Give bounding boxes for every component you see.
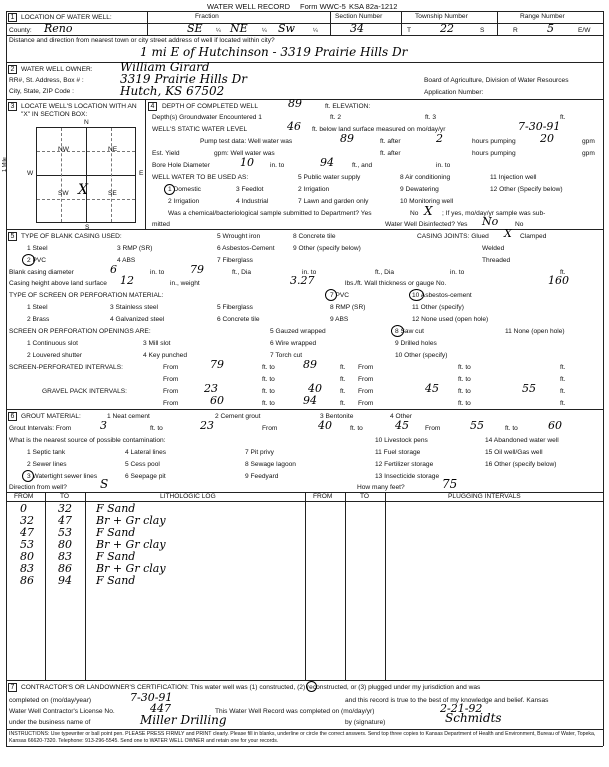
joints-mark: X [504, 227, 512, 240]
log-row-to: 32 [58, 502, 72, 515]
direction-value: S [100, 477, 109, 491]
form-number: Form WWC-5 [300, 2, 346, 11]
use-5: 5 Public water supply [298, 174, 361, 181]
screen-11: 11 Other (specify) [412, 304, 464, 311]
locate-label: LOCATE WELL'S LOCATION WITH AN "X" IN SECTION BOX: [21, 103, 137, 118]
log-row-description: Br + Gr clay [96, 538, 166, 551]
threaded-label: Threaded [482, 257, 511, 264]
certification-text: CONTRACTOR'S OR LANDOWNER'S CERTIFICATION: This water well was (1) constructed, (2) reconstructed, or (3) plugged under my jurisdiction and was [21, 684, 481, 691]
section-4-number: 4 [148, 102, 157, 111]
quadrant-se: SE [108, 190, 117, 197]
section-1-number: 1 [8, 13, 17, 22]
section-number-label: Section Number [335, 13, 383, 20]
static-mid: ft. below land surface measured on mo/day/yr [312, 126, 446, 133]
pump-test-label: Pump test data: Well water was [200, 138, 293, 145]
casing-1: 1 Steel [27, 245, 48, 252]
opening-10: 10 Other (specify) [395, 352, 448, 359]
opening-6: 6 Wire wrapped [270, 340, 317, 347]
compass-s: S [85, 224, 90, 231]
gravel-label: GRAVEL PACK INTERVALS: [42, 388, 128, 395]
sample-mitted: mitted [152, 221, 170, 228]
contam-3-circle [22, 470, 34, 482]
perf-from-1-value: 79 [210, 358, 224, 371]
weight-value: 3.27 [290, 274, 315, 287]
gravel-from-2-value: 45 [425, 382, 439, 395]
use-irrigation-row: 2 Irrigation [168, 198, 200, 205]
opening-9: 9 Drilled holes [395, 340, 437, 347]
grout-to-1: 23 [200, 419, 214, 432]
grout-to-3: 60 [548, 419, 562, 432]
grout-4: 4 Other [390, 413, 412, 420]
gravel-from-1: From [163, 388, 179, 395]
casing-7: 7 Fiberglass [217, 257, 253, 264]
log-row-from: 83 [20, 562, 34, 575]
screen-label: TYPE OF SCREEN OR PERFORATION MATERIAL: [9, 292, 164, 299]
gravel-ft-4: ft. [560, 400, 566, 407]
feet-label: How many feet? [357, 484, 405, 491]
quarter-mark-2: ¼ [262, 28, 267, 34]
log-row-from: 0 [20, 502, 27, 515]
license-rest: This Water Well Record was completed on (mo/day/yr) [215, 708, 375, 715]
log-row-description: F Sand [96, 526, 136, 539]
opening-5: 5 Gauzed wrapped [270, 328, 326, 335]
screen-7: 7 PVC [330, 292, 350, 299]
diameter-to: in. to [150, 269, 165, 276]
contam-14: 14 Abandoned water well [485, 437, 559, 444]
address-value: 3319 Prairie Hills Dr [120, 72, 247, 86]
static-value: 46 [287, 120, 301, 133]
grout-1: 1 Neat cement [107, 413, 150, 420]
hours-pumping-1: hours pumping [472, 138, 516, 145]
gravel-ft-1: ft. [340, 388, 346, 395]
log-row-from: 80 [20, 550, 34, 563]
grout-from-3-label: From [425, 425, 441, 432]
use-7: 7 Lawn and garden only [298, 198, 369, 205]
use-10: 10 Monitoring well [400, 198, 454, 205]
openings-label: SCREEN OR PERFORATION OPENINGS ARE: [9, 328, 151, 335]
contam-11: 11 Fuel storage [375, 449, 421, 456]
license-label: Water Well Contractor's License No. [9, 708, 115, 715]
perf-to-1-value: 89 [303, 358, 317, 371]
contam-2: 2 Sewer lines [27, 461, 67, 468]
casing-label: TYPE OF BLANK CASING USED: [21, 233, 122, 240]
height-value: 12 [120, 274, 134, 287]
quadrant-ne: NE [108, 146, 118, 153]
range-ew: E/W [578, 27, 591, 34]
owner-value: William Girard [120, 60, 210, 74]
range-number: 5 [547, 22, 554, 35]
use-3: 3 Feedlot [236, 186, 264, 193]
perf-label: SCREEN-PERFORATED INTERVALS: [9, 364, 123, 371]
casing-5: 5 Wrought iron [217, 233, 261, 240]
perf-to-2: ft. to [458, 364, 471, 371]
contam-16: 16 Other (specify below) [485, 461, 557, 468]
log-header-lithologic: LITHOLOGIC LOG [160, 493, 216, 500]
hours-pumping-2: hours pumping [472, 150, 516, 157]
contam-8: 8 Sewage lagoon [245, 461, 296, 468]
owner-label: WATER WELL OWNER: [21, 66, 93, 73]
county-value: Reno [44, 22, 73, 35]
location-mark: X [78, 182, 88, 198]
perf-to-1: ft. to [262, 364, 275, 371]
perf-to-4: ft. to [458, 376, 471, 383]
gravel-from-1-value: 23 [204, 382, 218, 395]
casing-4: 4 ABS [117, 257, 136, 264]
mile-label: 1 Mile [2, 157, 8, 172]
fraction-q1: SE [187, 22, 203, 35]
gravel-to-3-value: 94 [303, 394, 317, 407]
gravel-from-3: From [163, 400, 179, 407]
diameter-rest5: ft. [560, 269, 566, 276]
quadrant-sw: SW [58, 190, 69, 197]
opening-1: 1 Continuous slot [27, 340, 78, 347]
log-row-to: 83 [58, 550, 72, 563]
section-7-number: 7 [8, 683, 17, 692]
gravel-to-1: ft. to [262, 388, 275, 395]
signature-value: Schmidts [445, 711, 502, 725]
perf-from-2: From [358, 364, 374, 371]
completed-value: 7-30-91 [130, 691, 173, 704]
section-3-number: 3 [8, 102, 17, 111]
contam-1: 1 Septic tank [27, 449, 66, 456]
screen-3: 3 Stainless steel [110, 304, 159, 311]
log-row-description: Br + Gr clay [96, 562, 166, 575]
pump-hours: 2 [436, 132, 443, 145]
grout-from-2: 40 [318, 419, 332, 432]
grout-to-2: 45 [395, 419, 409, 432]
opening-4: 4 Key punched [143, 352, 187, 359]
diameter-value: 6 [110, 263, 117, 276]
address-label: RR#, St. Address, Box # : [9, 77, 84, 84]
compass-w: W [27, 170, 34, 177]
section-box[interactable] [36, 127, 136, 223]
grout-label: GROUT MATERIAL: [21, 413, 81, 420]
gpm-well-label: gpm: Well water was [214, 150, 275, 157]
gravel-from-4: From [358, 400, 374, 407]
use-8: 8 Air conditioning [400, 174, 451, 181]
grout-from-2-label: From [262, 425, 278, 432]
bore-to-value: 94 [320, 156, 334, 169]
contam-7: 7 Pit privy [245, 449, 274, 456]
log-row-to: 47 [58, 514, 72, 527]
log-row-to: 94 [58, 574, 72, 587]
log-row-description: F Sand [96, 574, 136, 587]
bore-in-to: in. to [270, 162, 285, 169]
welded-label: Welded [482, 245, 505, 252]
grout-to-2-label: ft. to [350, 425, 363, 432]
feet-value: 75 [442, 477, 458, 491]
screen-6: 6 Concrete tile [217, 316, 260, 323]
range-label: Range Number [520, 13, 565, 20]
perf-to-3: ft. to [262, 376, 275, 383]
instructions: INSTRUCTIONS: Use typewriter or ball point pen. PLEASE PRESS FIRMLY and PRINT clearly. Please fill in blanks, underline or circle the correct answers. Send top three copies to Kansas Department of Health and Environment, Bureau of Water, Topeka, Kansas 66620-7320. Telephone: 913-296-5545. Send one to WATER WELL OWNER and retain one for your records. [9, 731, 596, 744]
log-row-from: 47 [20, 526, 34, 539]
record-date-value: 2-21-92 [440, 702, 483, 715]
opening-2: 2 Louvered shutter [27, 352, 82, 359]
depth-value: 89 [288, 97, 302, 110]
log-row-description: F Sand [96, 502, 136, 515]
log-row-to: 80 [58, 538, 72, 551]
elevation-label: ft. ELEVATION: [325, 103, 371, 110]
height-in: in., weight [170, 280, 200, 287]
contam-6: 6 Seepage pit [125, 473, 166, 480]
county-label: County: [9, 27, 32, 34]
ksa-number: KSA 82a-1212 [349, 2, 398, 11]
distance-value: 1 mi E of Hutchinson - 3319 Prairie Hills Dr [140, 45, 408, 59]
perf-ft-2: ft. [560, 364, 566, 371]
groundwater-2: ft. 2 [330, 114, 341, 121]
clamped-label: Clamped [520, 233, 547, 240]
sample-mark: X [424, 204, 433, 218]
range-prefix: R [513, 27, 518, 34]
diameter-rest4: in. to [450, 269, 465, 276]
diameter-to-value: 79 [190, 263, 204, 276]
disinfected-label: Water Well Disinfected? Yes [385, 221, 468, 228]
casing-6: 6 Asbestos-Cement [217, 245, 275, 252]
gravel-to-2-value: 55 [522, 382, 536, 395]
grout-3: 3 Bentonite [320, 413, 354, 420]
log-header-from-2: FROM [313, 493, 333, 500]
grout-to-3-label: ft. to [505, 425, 518, 432]
screen-10-circle [409, 289, 424, 301]
bore-label: Bore Hole Diameter [152, 162, 210, 169]
weight-rest: lbs./ft. Wall thickness or gauge No. [345, 280, 447, 287]
gravel-to-3: ft. to [262, 400, 275, 407]
grout-from-3: 55 [470, 419, 484, 432]
business-label: under the business name of [9, 719, 91, 726]
bore-value: 10 [240, 156, 254, 169]
groundwater-ft: ft. [560, 114, 566, 121]
perf-ft-3: ft. [340, 376, 346, 383]
pump-after-2: ft. after [380, 150, 401, 157]
quarter-mark-1: ¼ [216, 28, 221, 34]
height-label: Casing height above land surface [9, 280, 107, 287]
casing-3: 3 RMP (SR) [117, 245, 153, 252]
grout-from-1: 3 [100, 419, 107, 432]
est-yield-label: Est. Yield [152, 150, 180, 157]
completed-label: completed on (mo/day/year) [9, 697, 92, 704]
pump-gpm: 20 [540, 132, 554, 145]
log-header-from: FROM [14, 493, 34, 500]
township-label: Township Number [415, 13, 468, 20]
form-title: WATER WELL RECORD [207, 2, 291, 11]
perf-from-3: From [163, 376, 179, 383]
log-header-plugging: PLUGGING INTERVALS [448, 493, 521, 500]
gravel-from-2: From [358, 388, 374, 395]
gravel-to-2: ft. to [458, 388, 471, 395]
perf-ft-4: ft. [560, 376, 566, 383]
contam-5: 5 Cess pool [125, 461, 160, 468]
depth-label: DEPTH OF COMPLETED WELL [162, 103, 258, 110]
bore-and: ft., and [352, 162, 373, 169]
gravel-to-1-value: 40 [308, 382, 322, 395]
business-value: Miller Drilling [140, 713, 227, 727]
township-prefix: T [407, 27, 412, 34]
opening-8: 8 Saw cut [395, 328, 424, 335]
screen-12: 12 None used (open hole) [412, 316, 489, 323]
signature-label: by (signature) [345, 719, 386, 726]
gravel-ft-3: ft. [340, 400, 346, 407]
casing-2: 2 PVC [27, 257, 47, 264]
perf-ft-1: ft. [340, 364, 346, 371]
diameter-rest2: in. to [302, 269, 317, 276]
log-header-to: TO [60, 493, 70, 500]
log-row-from: 86 [20, 574, 34, 587]
township-number: 22 [440, 22, 454, 35]
gravel-to-4: ft. to [458, 400, 471, 407]
fraction-q3: Sw [278, 22, 295, 35]
license-value: 447 [150, 702, 171, 715]
joints-label: CASING JOINTS: Glued [417, 233, 489, 240]
static-label: WELL'S STATIC WATER LEVEL [152, 126, 248, 133]
diameter-rest3: ft., Dia [375, 269, 395, 276]
screen-9: 9 ABS [330, 316, 349, 323]
use-industrial: 4 Industrial [236, 198, 269, 205]
log-row-description: Br + Gr clay [96, 514, 166, 527]
contam-12: 12 Fertilizer storage [375, 461, 434, 468]
screen-2: 2 Brass [27, 316, 50, 323]
disinfected-no: No [515, 221, 524, 228]
perf-from-1: From [163, 364, 179, 371]
section-5-number: 5 [8, 232, 17, 241]
section-2-number: 2 [8, 65, 17, 74]
contam-4: 4 Lateral lines [125, 449, 167, 456]
gpm-1: gpm [582, 138, 595, 145]
diameter-label: Blank casing diameter [9, 269, 74, 276]
diameter-rest: ft., Dia [232, 269, 252, 276]
pump-was: 89 [340, 132, 354, 145]
section-number-value: 34 [350, 22, 364, 35]
casing-8: 8 Concrete tile [293, 233, 336, 240]
gpm-2: gpm [582, 150, 595, 157]
use-9: 9 Dewatering [400, 186, 439, 193]
sample-rest: ; If yes, mo/day/yr sample was sub- [442, 210, 546, 217]
grout-to-1-label: ft. to [150, 425, 163, 432]
use-6: 2 Irrigation [298, 186, 330, 193]
application-label: Application Number: [424, 89, 484, 96]
screen-1: 1 Steel [27, 304, 48, 311]
log-row-from: 53 [20, 538, 34, 551]
casing-9: 9 Other (specify below) [293, 245, 361, 252]
log-row-to: 53 [58, 526, 72, 539]
contam-10: 10 Livestock pens [375, 437, 428, 444]
log-row-description: F Sand [96, 550, 136, 563]
use-1: 1 Domestic [168, 186, 201, 193]
township-suffix: S [480, 27, 485, 34]
screen-7-circle [325, 289, 337, 301]
grout-intervals-label: Grout Intervals: From [9, 425, 72, 432]
bore-in-to-2: in. to [436, 162, 451, 169]
screen-8: 8 RMP (SR) [330, 304, 366, 311]
gravel-from-3-value: 60 [210, 394, 224, 407]
groundwater-3: ft. 3 [425, 114, 436, 121]
casing-2-circle [22, 254, 35, 266]
screen-5: 5 Fiberglass [217, 304, 253, 311]
quadrant-nw: NW [58, 146, 69, 153]
city-value: Hutch, KS 67502 [120, 84, 225, 98]
board-label: Board of Agriculture, Division of Water Resources [424, 77, 569, 84]
completed-rest: and this record is true to the best of my knowledge and belief. Kansas [345, 697, 549, 704]
compass-n: N [84, 119, 89, 126]
fraction-label: Fraction [195, 13, 219, 20]
sample-question: Was a chemical/bacteriological sample submitted to Department? Yes [168, 210, 372, 217]
section-6-number: 6 [8, 412, 17, 421]
log-row-to: 86 [58, 562, 72, 575]
use-label: WELL WATER TO BE USED AS: [152, 174, 249, 181]
perf-from-4: From [358, 376, 374, 383]
opening-3: 3 Mill slot [143, 340, 171, 347]
direction-label: Direction from well? [9, 484, 67, 491]
contam-15: 15 Oil well/Gas well [485, 449, 543, 456]
contamination-question: What is the nearest source of possible contamination: [9, 437, 166, 444]
groundwater-label: Depth(s) Groundwater Encountered 1 [152, 114, 262, 121]
pump-after: ft. after [380, 138, 401, 145]
contam-13: 13 Insecticide storage [375, 473, 440, 480]
quarter-mark-3: ¼ [313, 28, 318, 34]
contam-9: 9 Feedyard [245, 473, 279, 480]
opening-11: 11 None (open hole) [505, 328, 565, 335]
screen-10: 10 Asbestos-cement [412, 292, 472, 299]
use-1-circle [164, 184, 175, 195]
opening-8-circle [391, 325, 404, 337]
log-header-to-2: TO [360, 493, 370, 500]
gravel-ft-2: ft. [560, 388, 566, 395]
gauge-value: 160 [548, 274, 569, 287]
constructed-circle [306, 681, 317, 692]
distance-label: Distance and direction from nearest town or city street address of well if located within city? [9, 37, 275, 44]
log-row-from: 32 [20, 514, 34, 527]
screen-4: 4 Galvanized steel [110, 316, 165, 323]
use-11: 11 Injection well [490, 174, 537, 181]
fraction-q2: NE [230, 22, 248, 35]
location-label: LOCATION OF WATER WELL: [21, 14, 112, 21]
static-date: 7-30-91 [518, 120, 561, 133]
use-12: 12 Other (Specify below) [490, 186, 563, 193]
grout-2: 2 Cement grout [215, 413, 261, 420]
contam-3: 3 Watertight sewer lines [27, 473, 98, 480]
sample-no: No [410, 210, 419, 217]
opening-7: 7 Torch cut [270, 352, 303, 359]
compass-e: E [139, 170, 144, 177]
disinfected-value: No [482, 215, 499, 228]
city-label: City, State, ZIP Code : [9, 88, 74, 95]
